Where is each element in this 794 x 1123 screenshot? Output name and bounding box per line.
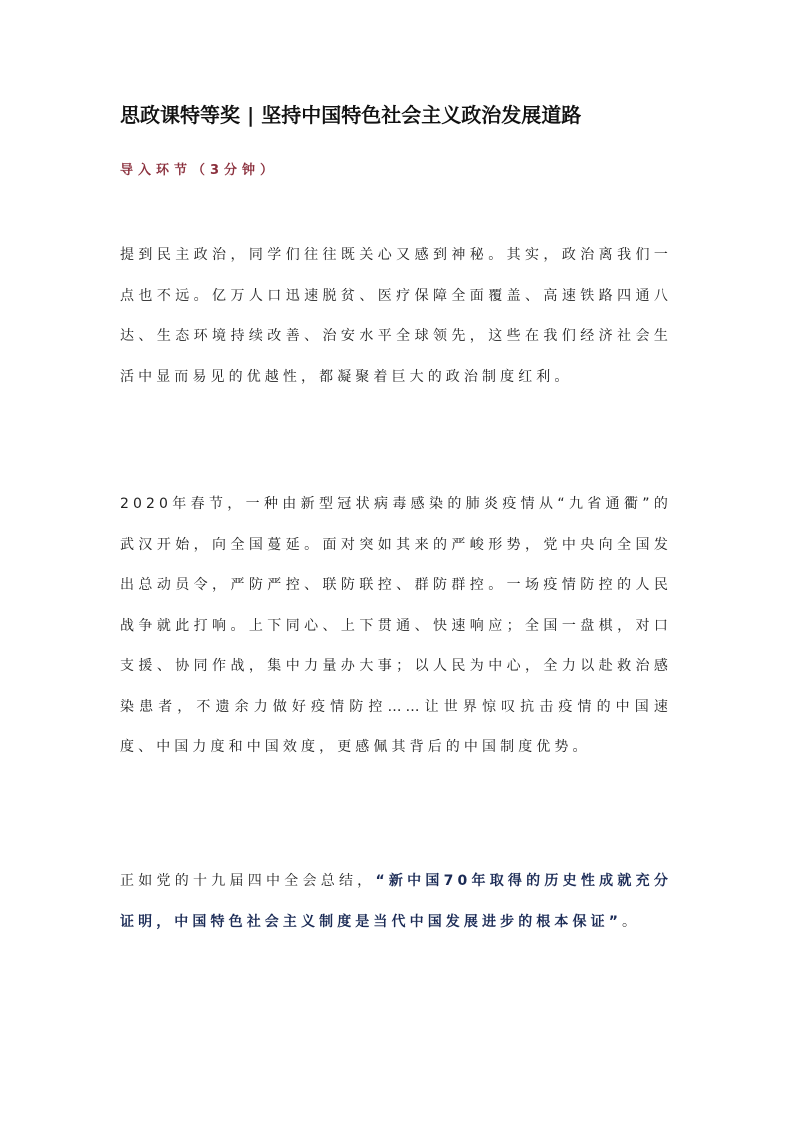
conclusion-end: 。 (622, 913, 641, 930)
paragraph-epidemic: 2020年春节，一种由新型冠状病毒感染的肺炎疫情从“九省通衢”的武汉开始，向全国蔓延。面对突如其来的严峻形势，党中央向全国发出总动员令，严防严控、联防联控、群防群控。一场疫情防控的人民战争就此打响。上下同心、上下贯通、快速响应；全国一盘棋，对口支援、协同作战，集中力量办大事；以人民为中心，全力以赴救治感染患者，不遗余力做好疫情防控……让世界惊叹抗击疫情的中国速度、中国力度和中国效度，更感佩其背后的中国制度优势。 (120, 496, 672, 755)
paragraph-conclusion (120, 861, 672, 942)
paragraph-intro: 提到民主政治，同学们往往既关心又感到神秘。其实，政治离我们一点也不远。亿万人口迅速脱贫、医疗保障全面覆盖、高速铁路四通八达、生态环境持续改善、治安水平全球领先，这些在我们经济社会生活中显而易见的优越性，都凝聚着巨大的政治制度红利。 (120, 247, 672, 385)
section-heading: 导入环节（3分钟） (120, 163, 279, 178)
conclusion-lead: 正如党的十九届四中全会总结， (120, 873, 376, 889)
article-title: 思政课特等奖 | 坚持中国特色社会主义政治发展道路 (120, 103, 582, 127)
conclusion-quote: “新中国70年取得的历史性成就充分证明，中国特色社会主义制度是当代中国发展进步的根本保证” (120, 873, 672, 930)
